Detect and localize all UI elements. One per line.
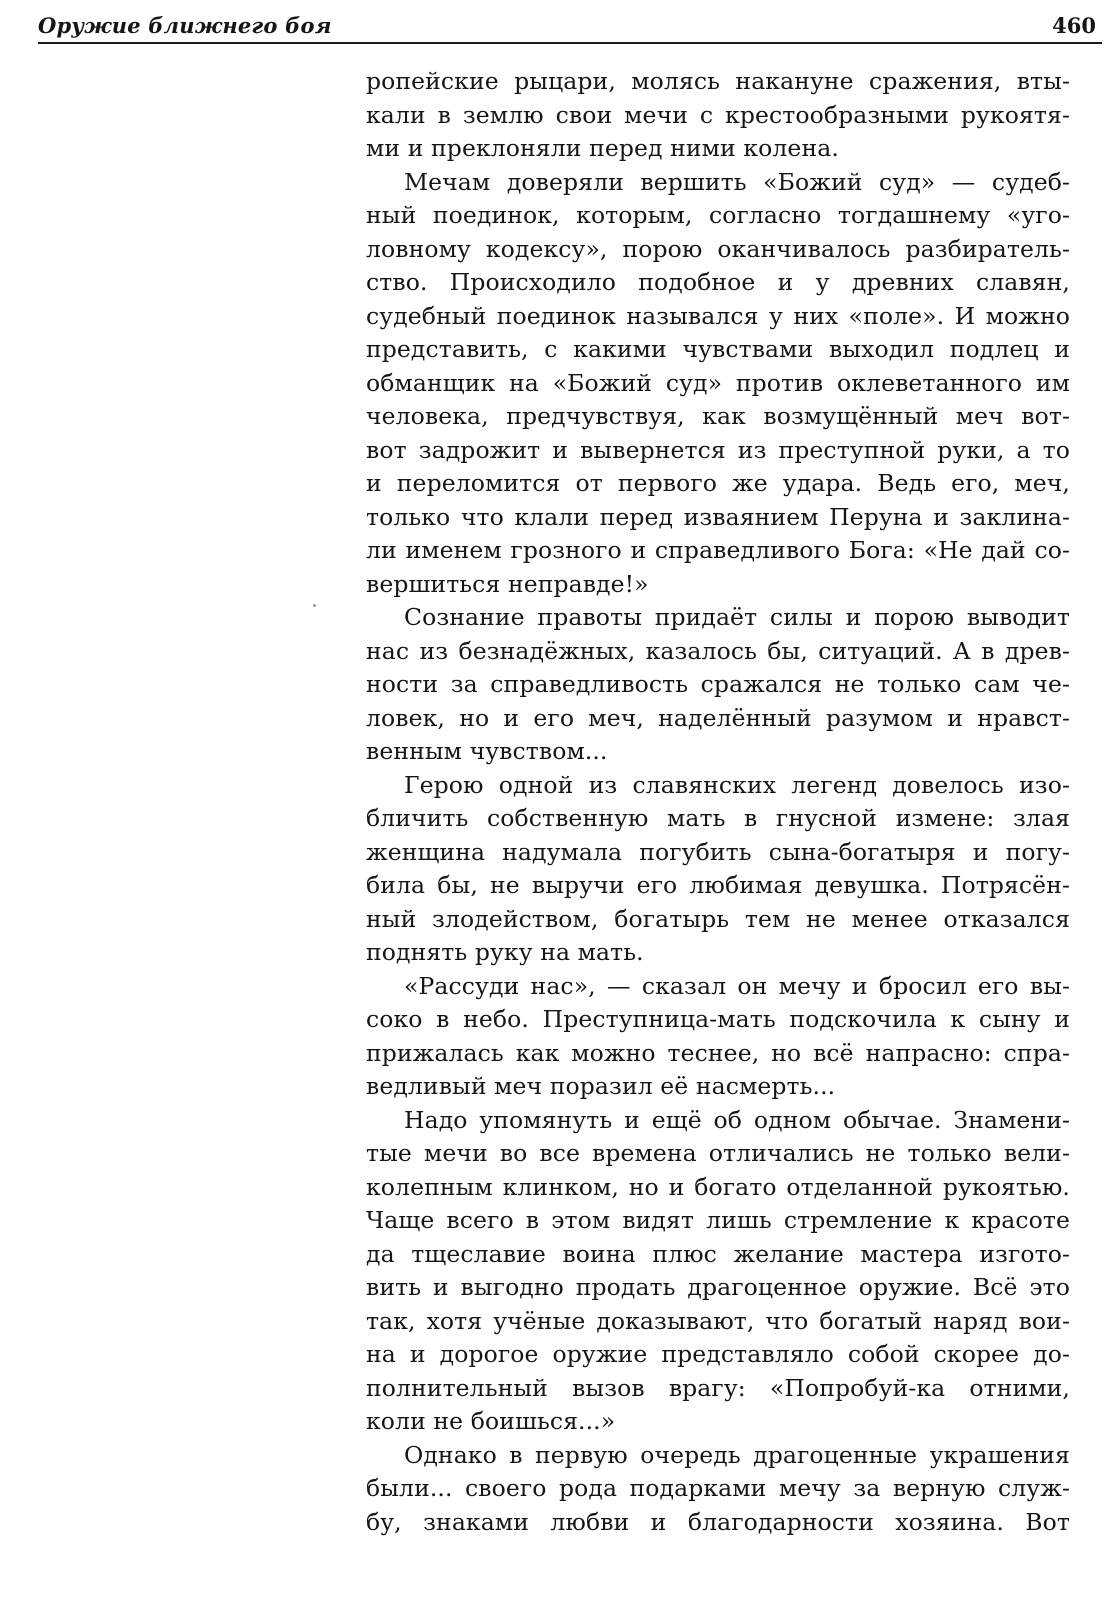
text-line: ловному кодексу», порою оканчивалось разбиратель- (366, 234, 1070, 263)
text-line: вот задрожит и вывернется из преступной руки, а то (366, 435, 1070, 464)
body-text-column (366, 65, 1070, 1539)
text-line: обманщик на «Божий суд» против оклеветанного им (366, 368, 1070, 397)
paragraph-first-line: Мечам доверяли вершить «Божий суд» — судеб- (404, 167, 1070, 196)
running-header (38, 10, 1102, 44)
text-line: ности за справедливость сражался не только сам че- (366, 670, 1070, 698)
text-line: представить, с какими чувствами выходил подлец и (366, 335, 1070, 363)
text-line: женщина надумала погубить сына-богатыря и погу- (366, 837, 1070, 866)
paragraph-end-line: ведливый меч поразил её насмерть... (366, 1072, 836, 1100)
text-line: были... своего рода подарками мечу за верную служ- (366, 1474, 1070, 1502)
paragraph-first-line: «Рассуди нас», — сказал он мечу и бросил его вы- (404, 971, 1070, 1000)
text-line: ный поединок, которым, согласно тогдашнему «уго- (366, 201, 1070, 229)
paragraph-first-line: Герою одной из славянских легенд довелось изо- (404, 770, 1070, 799)
text-line: прижалась как можно теснее, но всё напрасно: спра- (366, 1038, 1070, 1067)
text-line: ли именем грозного и справедливого Бога: «Не дай со- (366, 536, 1070, 564)
text-line: человека, предчувствуя, как возмущённый меч вот- (366, 402, 1070, 430)
text-line: тые мечи во все времена отличались не только вели- (366, 1139, 1070, 1167)
text-line: только что клали перед изваянием Перуна и заклина- (366, 502, 1070, 531)
text-line: полнительный вызов врагу: «Попробуй-ка отними, (366, 1373, 1070, 1402)
text-line: ловек, но и его меч, наделённый разумом и нравст- (366, 703, 1070, 732)
text-line: колепным клинком, но и богато отделанной рукоятью. (366, 1172, 1070, 1201)
text-line: бличить собственную мать в гнусной измене: злая (366, 804, 1070, 832)
text-line: и переломится от первого же удара. Ведь его, меч, (366, 469, 1070, 497)
text-line: на и дорогое оружие представляло собой скорее до- (366, 1340, 1070, 1368)
paragraph-end-line: коли не боишься...» (366, 1407, 616, 1435)
text-line: нас из безнадёжных, казалось бы, ситуаций. А в древ- (366, 636, 1070, 665)
paragraph-first-line: Сознание правоты придаёт силы и порою выводит (404, 603, 1070, 631)
text-line: судебный поединок назывался у них «поле». И можно (366, 301, 1070, 330)
paragraph-end-line: венным чувством... (366, 737, 608, 765)
paragraph-end-line: поднять руку на мать. (366, 938, 644, 966)
text-line: ный злодейством, богатырь тем не менее отказался (366, 904, 1070, 933)
text-line: ство. Происходило подобное и у древних славян, (366, 268, 1070, 296)
paragraph-end-line: ми и преклоняли перед ними колена. (366, 134, 839, 162)
scan-speck (313, 604, 316, 607)
text-line: вить и выгодно продать драгоценное оружие. Всё это (366, 1273, 1070, 1301)
text-line: бу, знаками любви и благодарности хозяина. Вот (366, 1507, 1070, 1536)
book-section-title: Оружие ближнего боя (38, 13, 332, 38)
text-line: соко в небо. Преступница-мать подскочила к сыну и (366, 1005, 1070, 1033)
text-line: так, хотя учёные доказывают, что богатый наряд вои- (366, 1306, 1070, 1335)
text-line: кали в землю свои мечи с крестообразными рукоятя- (366, 100, 1070, 129)
text-line: била бы, не выручи его любимая девушка. Потрясён- (366, 871, 1070, 899)
text-line: ропейские рыцари, молясь накануне сражения, вты- (366, 67, 1070, 95)
text-line: да тщеславие воина плюс желание мастера изгото- (366, 1239, 1070, 1268)
paragraph-first-line: Надо упомянуть и ещё об одном обычае. Знамени- (404, 1105, 1070, 1134)
page-number: 460 (1052, 13, 1096, 38)
paragraph-first-line: Однако в первую очередь драгоценные украшения (404, 1440, 1070, 1469)
text-line: Чаще всего в этом видят лишь стремление к красоте (366, 1206, 1070, 1234)
paragraph-end-line: вершиться неправде!» (366, 569, 649, 598)
